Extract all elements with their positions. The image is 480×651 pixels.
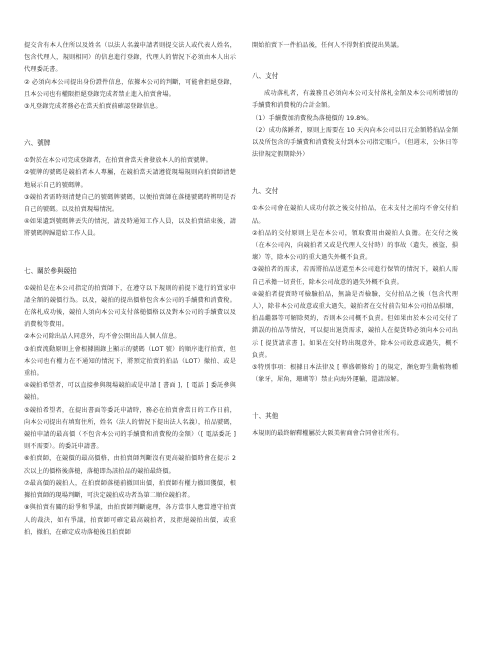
payment-item-2: （1）手續費加消費稅為落槌價的 19.8%。 bbox=[252, 114, 373, 122]
intro-paragraph-3: ③凡登錄完成者務必在當天拍賣前確認登錄信息。 bbox=[24, 103, 162, 111]
other-item-1: 本規則的最終解釋權屬於大阪美術商會合同會社所有。 bbox=[252, 430, 403, 438]
delivery-item-2: ②拍品的交付原則上是在本公司，領取費用由競拍人負擔。在交付之後（在本公司內，向競拍者又或是代理人交付時）的事故（遺失，被盜，損壞）等，除本公司的重大過失外概不負責。 bbox=[252, 229, 458, 262]
intro-paragraph-1: 提交含有本人住所以及姓名（以法人名義申請者則提交法人或代表人姓名，包含代理人，規則相同）的信息進行登錄，代理人的情況下必須由本人出示代理委託書。 bbox=[24, 42, 236, 74]
payment-item-3: （2）成功落錘者，原則上需要在 10 天內向本公司以日元金額將拍品金額以及所包含的手續費和消費稅支付到本公司指定賬戶。（但週末，公休日等法律規定假期除外） bbox=[252, 126, 458, 159]
bidding-item-2: ②本公司除出品人同意外，均不會公開出品人個人信息。 bbox=[24, 333, 181, 341]
number-tag-item-4: ④如果遺到號碼牌丟失的情況，請及時通知工作人員，以及拍賣結束後，請將號碼牌歸還給工作人員。 bbox=[24, 218, 236, 238]
delivery-item-4: ④競拍者提賣時可檢驗拍品，無論是否檢驗，交付拍品之後（包含代理人），除非本公司故意或重大過失，競拍者在交付前告知本公司拍品損壞，拍品繼器等可解除契約，否則本公司概不負責。但如果由於本公司交付了錯誤的拍品等情況，可以提出退貨需求，競拍人在提貨時必須向本公司出示 [ 提貨請求書 ]。如果在交付時出現意外，除本公司故意或過失，概不負責。 bbox=[252, 290, 458, 359]
delivery-item-3: ③競拍者的需求，若需將拍品送還至本公司進行保管的情況下，競拍人需自己承擔一切責任，除本公司故意的過失外概不負責。 bbox=[252, 266, 458, 286]
number-tag-item-3: ③競拍者需時刻清楚自己的號碼牌號碼，以便拍賣師在落槌號碼時辨明是否自己的號碼。以及拍賣現場情況。 bbox=[24, 193, 236, 214]
bidding-item-7: ⑦最高價的競拍人，在拍賣師落槌前撤回出價，拍賣師有權力撤回獲價，根據拍賣師的現場判斷，可決定競拍成功者為第二順位競拍者。 bbox=[24, 479, 236, 500]
section-heading-payment: 八、支付 bbox=[252, 72, 279, 81]
bidding-item-8: ⑧與拍賣有關的紛爭和爭議，由拍賣師判斷處理，各方當事人應當遵守拍賣人的裁決，如有爭議，拍賣師可確定最高競拍者，及拒絕競拍出價，或重拍，撤拍，在確定成功落槌後且拍賣師 bbox=[24, 504, 236, 536]
number-tag-item-1: ①對於在本公司完成登錄者，在拍賣會當天會發放本人的拍賣號牌。 bbox=[24, 157, 212, 165]
bidding-item-1: ①競拍是在本公司指定的拍賣師下，在遵守以下規則的前提下進行的買家申請全額的競價行為。以及，競拍的提出價格包含本公司的手續費和消費稅。在落札成功後，競拍人須向本公司支付落槌價格以及對本公司的手續費以及消費稅等費用。 bbox=[24, 284, 236, 329]
payment-item-1: 成功落札者，有義務且必須向本公司支付落札金額及本公司所增加的手續費和消費稅的合計金額。 bbox=[252, 90, 458, 110]
intro-paragraph-2: ② 必須向本公司提出身份證件信息，依據本公司的判斷，可能會拒絕登錄，且本公司也有權限拒絕登錄完成者禁止進入拍賣會場。 bbox=[24, 78, 236, 98]
left-column bbox=[24, 40, 236, 539]
section-heading-other: 十、其他 bbox=[252, 412, 279, 421]
bidding-item-6: ⑥拍賣師，在競價的最高價格，由拍賣師判斷沒有更高競拍價時會在提示 2 次以上的價格後落槌，落槌即為該拍品的競拍最終價。 bbox=[24, 455, 236, 475]
section-heading-number-tag: 六、號牌 bbox=[24, 139, 51, 148]
number-tag-item-2: ②號牌的號碼是競拍者本人專屬，在競拍當天請遵從現場規則向拍賣師清楚地展示自己的號碼牌。 bbox=[24, 169, 236, 189]
section-heading-bidding: 七、關於參與競拍 bbox=[24, 266, 77, 275]
continued-paragraph: 開始拍賣下一件拍品後，任何人不得對拍賣提出異議。 bbox=[252, 42, 403, 49]
right-column bbox=[252, 40, 458, 441]
delivery-item-5: ⑤特別事項：根據日本法律及 [ 華盛頓條約 ] 的規定，瀕危野生動植物種（象牙，犀角，珊瑚等）禁止向海外運輸，還請諒解。 bbox=[252, 364, 458, 384]
section-heading-delivery: 九、交付 bbox=[252, 187, 279, 196]
bidding-item-3: ③拍賣流動原則上會根據圖錄上顯示的號碼（LOT 號）的順序進行拍賣，但本公司也有權力在不通知的情況下，將預定拍賣的拍品（LOT）撤拍、或是重拍。 bbox=[24, 345, 236, 378]
bidding-item-5: ⑤競拍希望者，在提出書面等委託申請時，務必在拍賣會當日的工作日前，向本公司提出有填寫住所，姓名（法人的情況下提出法人名義），拍品號碼，競拍申請的最高價（不包含本公司的手續費和消費稅的金額）（[ 電話委託 ] 則不需要）。的委託申請書。 bbox=[24, 406, 236, 451]
delivery-item-1: ①本公司會在競拍人成功付款之後交付拍品，在未支付之前均不會交付拍品。 bbox=[252, 205, 458, 225]
bidding-item-4: ④競拍希望者，可以直接參與現場競拍或是申請 [ 書面 ]，[ 電話 ] 委託參與競拍。 bbox=[24, 382, 236, 402]
